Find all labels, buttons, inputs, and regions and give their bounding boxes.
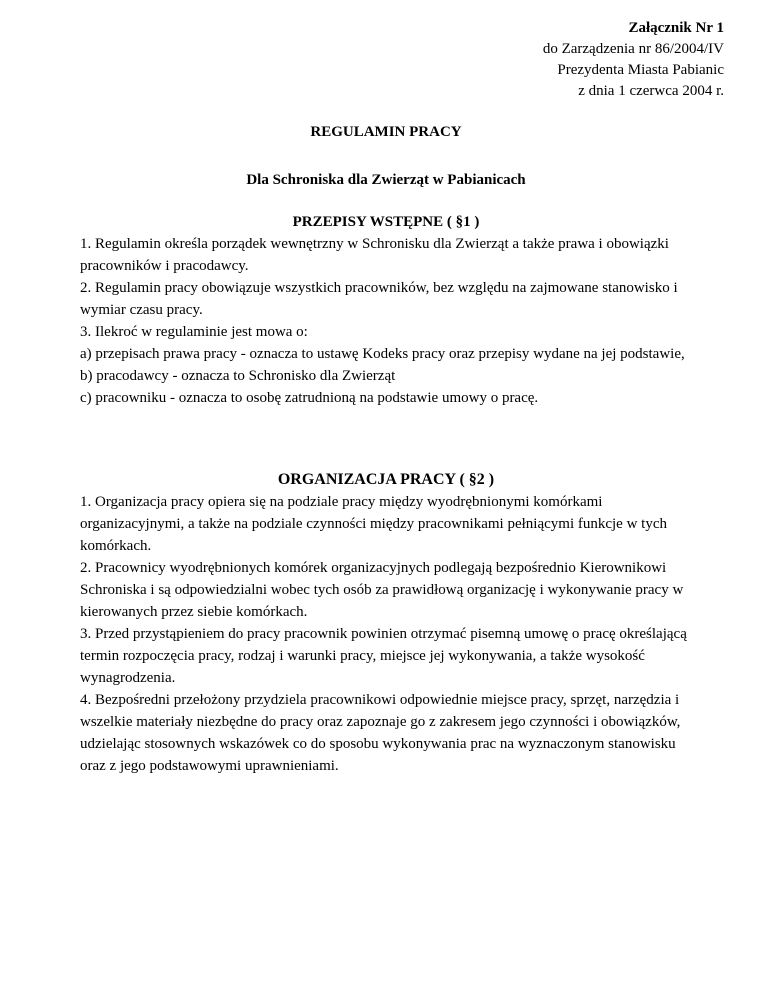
decree-date: z dnia 1 czerwca 2004 r.	[578, 83, 724, 99]
paragraph-1-3: 3. Ilekroć w regulaminie jest mowa o:	[80, 324, 308, 340]
document-page	[80, 18, 724, 777]
paragraph-2-3: 3. Przed przystąpieniem do pracy pracownik powinien otrzymać pisemną umowę o pracę określającą termin rozpoczęcia pracy, rodzaj i warunki pracy, miejsce jej wykonywania, a także wysokość wynagrodzenia.	[80, 626, 687, 686]
paragraph-1-2: 2. Regulamin pracy obowiązuje wszystkich pracowników, bez względu na zajmowane stanowisko i wymiar czasu pracy.	[80, 280, 678, 318]
decree-reference: do Zarządzenia nr 86/2004/IV	[542, 41, 724, 57]
issuer: Prezydenta Miasta Pabianic	[557, 62, 724, 78]
section-heading-1: PRZEPISY WSTĘPNE ( §1 )	[292, 214, 480, 230]
attachment-header	[80, 18, 724, 102]
paragraph-2-2: 2. Pracownicy wyodrębnionych komórek organizacyjnych podlegają bezpośrednio Kierownikowi Schroniska i są odpowiedzialni wobec tych osób za prawidłową organizację i wykonywanie pracy w kierowanych przez siebie komórkach.	[80, 560, 684, 620]
document-subtitle: Dla Schroniska dla Zwierząt w Pabianicach	[246, 172, 526, 188]
definition-b: b) pracodawcy - oznacza to Schronisko dla Zwierząt	[80, 368, 396, 384]
paragraph-1-1: 1. Regulamin określa porządek wewnętrzny w Schronisku dla Zwierząt a także prawa i obowiązki pracowników i pracodawcy.	[80, 236, 669, 274]
paragraph-2-4: 4. Bezpośredni przełożony przydziela pracownikowi odpowiednie miejsce pracy, sprzęt, narzędzia i wszelkie materiały niezbędne do pracy oraz zapoznaje go z zakresem jego czynności i obowiązków, udzielając stosownych wskazówek co do sposobu wykonywania prac na wyznaczonym stanowisku oraz z jego podstawowymi uprawnieniami.	[80, 692, 681, 774]
attachment-number: Załącznik Nr 1	[628, 20, 724, 36]
definition-c: c) pracowniku - oznacza to osobę zatrudnioną na podstawie umowy o pracę.	[80, 390, 539, 406]
section-heading-2: ORGANIZACJA PRACY ( §2 )	[277, 471, 495, 488]
document-title: REGULAMIN PRACY	[310, 124, 462, 140]
definition-a: a) przepisach prawa pracy - oznacza to ustawę Kodeks pracy oraz przepisy wydane na jej podstawie,	[80, 346, 685, 362]
paragraph-2-1: 1. Organizacja pracy opiera się na podziale pracy między wyodrębnionymi komórkami organizacyjnymi, a także na podziale czynności między pracownikami pełniącymi funkcje w tych komórkach.	[80, 494, 667, 554]
